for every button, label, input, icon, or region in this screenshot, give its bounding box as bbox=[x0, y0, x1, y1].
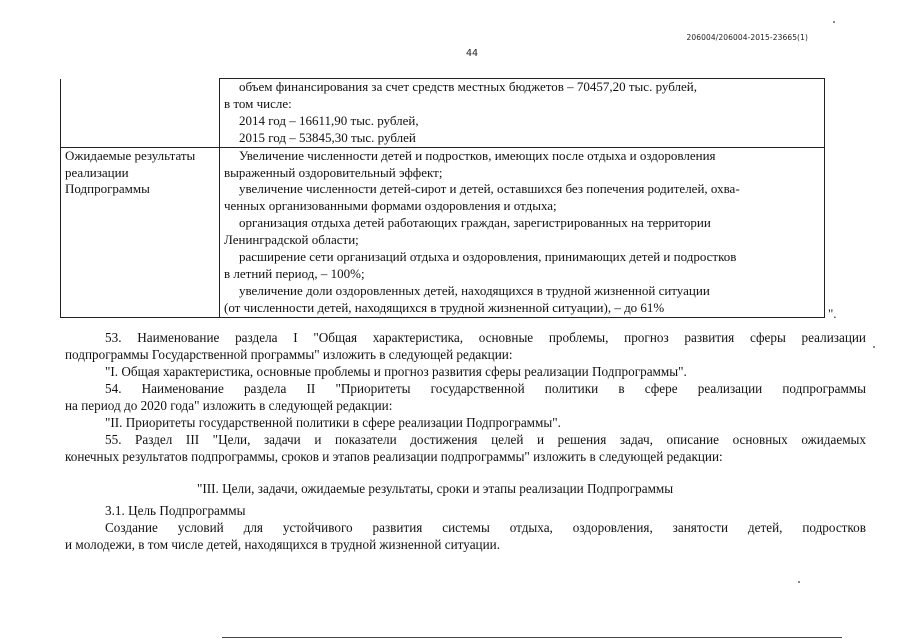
financing-line: объем финансирования за счет средств местных бюджетов – 70457,20 тыс. рублей, bbox=[239, 79, 697, 94]
financing-line: 2015 год – 53845,30 тыс. рублей bbox=[239, 129, 416, 145]
paragraph-55 bbox=[65, 432, 866, 466]
result-line: Увеличение численности детей и подростков, имеющих после отдыха и оздоровления bbox=[239, 147, 716, 163]
result-line: выраженный оздоровительный эффект; bbox=[224, 164, 443, 180]
result-line: увеличение численности детей-сирот и детей, оставшихся без попечения родителей, охва- bbox=[239, 181, 740, 197]
paragraph-line: Создание условий для устойчивого развития системы отдыха, оздоровления, занятости детей, подростков bbox=[105, 519, 866, 535]
table-label-cell-expected-results bbox=[61, 147, 220, 317]
result-line: организация отдыха детей работающих граждан, зарегистрированных на территории bbox=[239, 215, 711, 231]
result-line: в летний период, – 100%; bbox=[224, 265, 365, 281]
label-line: Ожидаемые результаты bbox=[65, 147, 196, 163]
result-line: увеличение доли оздоровленных детей, находящихся в трудной жизненной ситуации bbox=[239, 282, 710, 298]
result-line: (от численности детей, находящихся в трудной жизненной ситуации), – до 61% bbox=[224, 299, 665, 315]
scan-speck bbox=[833, 21, 835, 23]
subsection-goal bbox=[65, 503, 866, 553]
closing-quote: ". bbox=[828, 306, 837, 321]
bottom-rule bbox=[222, 637, 842, 638]
paragraph-line: и молодежи, в том числе детей, находящихся в трудной жизненной ситуации. bbox=[65, 536, 501, 552]
scan-speck bbox=[798, 581, 800, 583]
financing-line: в том числе: bbox=[224, 95, 292, 111]
scan-speck bbox=[873, 346, 875, 348]
table-row-expected-results bbox=[61, 147, 825, 317]
paragraph-53 bbox=[65, 330, 866, 380]
document-id: 206004/206004-2015-23665(1) bbox=[686, 33, 808, 42]
page-number: 44 bbox=[466, 48, 479, 59]
table-content-cell-financing bbox=[220, 79, 825, 148]
table-row-financing bbox=[61, 79, 825, 148]
paragraph-line: 55. Раздел III "Цели, задачи и показатели достижения целей и решения задач, описание основных ожидаемых bbox=[105, 432, 866, 447]
paragraph-line: "I. Общая характеристика, основные проблемы и прогноз развития сферы реализации Подпрограммы". bbox=[105, 363, 687, 379]
section-heading: "III. Цели, задачи, ожидаемые результаты, сроки и этапы реализации Подпрограммы bbox=[197, 481, 674, 496]
subsection-title: 3.1. Цель Подпрограммы bbox=[105, 503, 246, 518]
paragraph-line: подпрограммы Государственной программы" изложить в следующей редакции: bbox=[65, 346, 513, 362]
result-line: Ленинградской области; bbox=[224, 232, 359, 248]
paragraph-line: 53. Наименование раздела I "Общая характеристика, основные проблемы, прогноз развития сферы реализации bbox=[105, 330, 866, 345]
financing-line: 2014 год – 16611,90 тыс. рублей, bbox=[239, 112, 419, 128]
paragraph-line: 54. Наименование раздела II "Приоритеты государственной политики в сфере реализации подпрограммы bbox=[105, 381, 866, 396]
paragraph-line: на период до 2020 года" изложить в следующей редакции: bbox=[65, 397, 393, 413]
result-line: ченных организованными формами оздоровления и отдыха; bbox=[224, 198, 557, 214]
label-line: Подпрограммы bbox=[65, 181, 150, 197]
table-label-cell-empty bbox=[61, 79, 220, 148]
paragraph-line: "II. Приоритеты государственной политики в сфере реализации Подпрограммы". bbox=[105, 414, 561, 430]
result-line: расширение сети организаций отдыха и оздоровления, принимающих детей и подростков bbox=[239, 249, 737, 265]
subprogram-passport-table bbox=[60, 78, 825, 318]
paragraph-line: конечных результатов подпрограммы, сроков и этапов реализации подпрограммы" изложить в следующей редакции: bbox=[65, 448, 723, 464]
table-content-cell-expected-results bbox=[220, 147, 825, 317]
paragraph-54 bbox=[65, 381, 866, 431]
label-line: реализации bbox=[65, 164, 129, 180]
